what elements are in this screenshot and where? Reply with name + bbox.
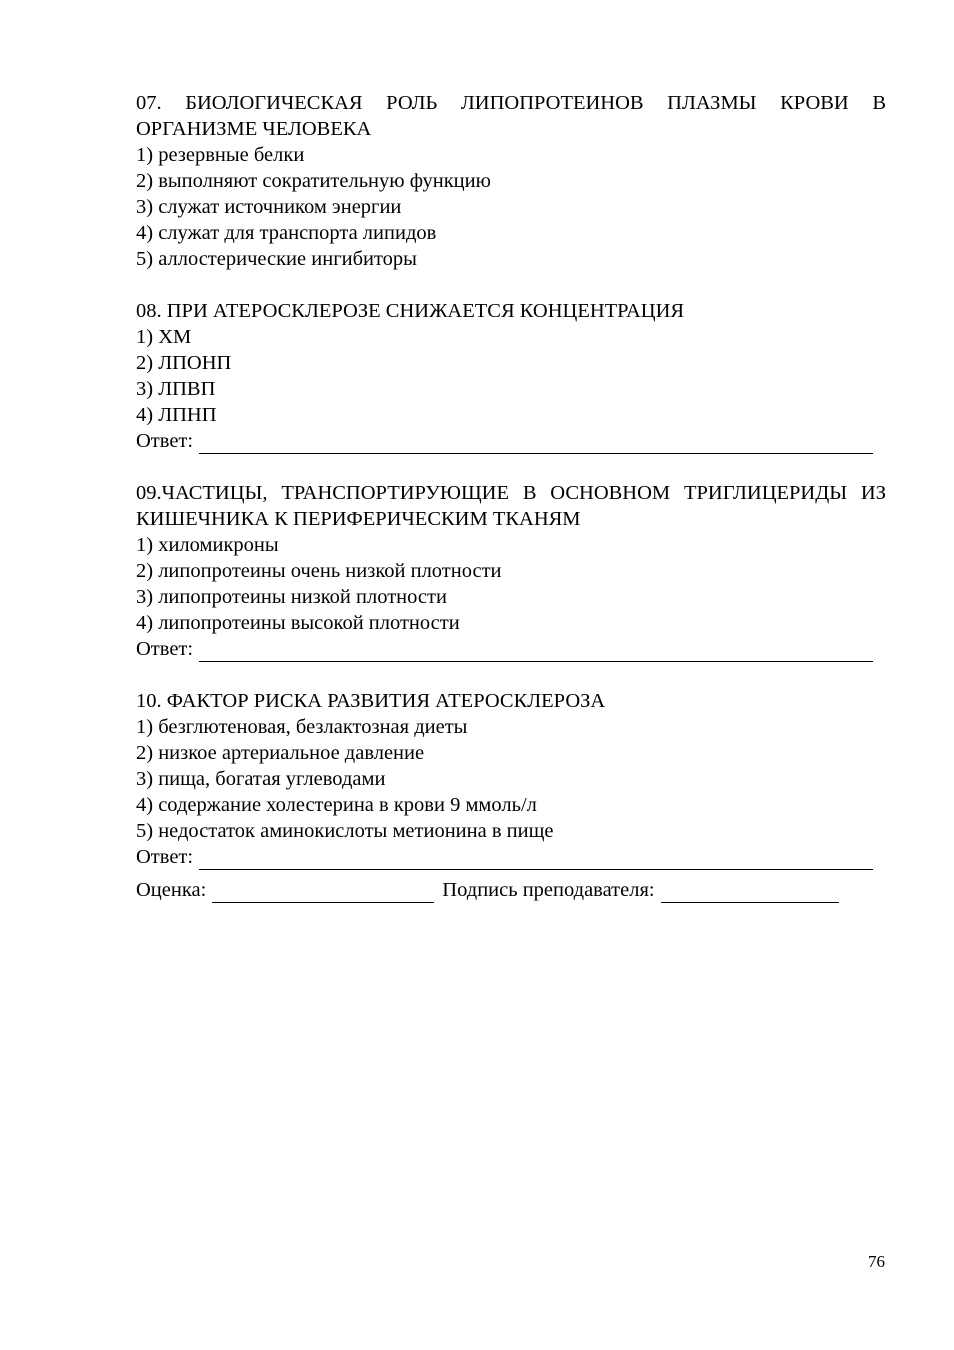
- question-title: 10. ФАКТОР РИСКА РАЗВИТИЯ АТЕРОСКЛЕРОЗА: [136, 690, 606, 712]
- question-10: [136, 688, 886, 870]
- question-08: [136, 298, 886, 454]
- teacher-signature-label: Подпись преподавателя:: [442, 879, 655, 901]
- answer-row: [136, 428, 886, 454]
- answer-option: 2) ЛПОНП: [136, 352, 232, 374]
- answer-option: 4) ЛПНП: [136, 404, 217, 426]
- answer-option: 2) липопротеины очень низкой плотности: [136, 560, 502, 582]
- answer-row: [136, 636, 886, 662]
- answer-option: 2) выполняют сократительную функцию: [136, 170, 491, 192]
- answer-option: 3) липопротеины низкой плотности: [136, 586, 447, 608]
- answer-blank-line[interactable]: [199, 641, 873, 662]
- question-title: 08. ПРИ АТЕРОСКЛЕРОЗЕ СНИЖАЕТСЯ КОНЦЕНТРАЦИЯ: [136, 300, 685, 322]
- answer-option: 4) служат для транспорта липидов: [136, 222, 437, 244]
- answer-option: 4) содержание холестерина в крови 9 ммоль/л: [136, 794, 537, 816]
- question-title: 09.ЧАСТИЦЫ, ТРАНСПОРТИРУЮЩИЕ В ОСНОВНОМ ТРИГЛИЦЕРИДЫ ИЗ КИШЕЧНИКА К ПЕРИФЕРИЧЕСКИМ ТКАНЯМ: [136, 482, 886, 530]
- answer-blank-line[interactable]: [199, 433, 873, 454]
- grade-label: Оценка:: [136, 879, 207, 901]
- answer-option: 2) низкое артериальное давление: [136, 742, 425, 764]
- grade-blank-line[interactable]: [212, 882, 434, 903]
- answer-option: 3) служат источником энергии: [136, 196, 402, 218]
- answer-option: 1) безглютеновая, безлактозная диеты: [136, 716, 468, 738]
- answer-row: [136, 844, 886, 870]
- answer-option: 5) недостаток аминокислоты метионина в пище: [136, 820, 554, 842]
- answer-blank-line[interactable]: [199, 849, 873, 870]
- answer-option: 3) пища, богатая углеводами: [136, 768, 386, 790]
- answer-option: 4) липопротеины высокой плотности: [136, 612, 460, 634]
- answer-option: 3) ЛПВП: [136, 378, 216, 400]
- signature-blank-line[interactable]: [661, 882, 839, 903]
- answer-option: 1) ХМ: [136, 326, 192, 348]
- answer-label: Ответ:: [136, 638, 194, 660]
- answer-option: 1) хиломикроны: [136, 534, 279, 556]
- spacer: [136, 272, 886, 298]
- answer-label: Ответ:: [136, 846, 194, 868]
- spacer: [136, 662, 886, 688]
- answer-option: 5) аллостерические ингибиторы: [136, 248, 417, 270]
- question-09: [136, 480, 886, 662]
- answer-option: 1) резервные белки: [136, 144, 305, 166]
- document-body: [136, 90, 886, 903]
- question-title: 07. БИОЛОГИЧЕСКАЯ РОЛЬ ЛИПОПРОТЕИНОВ ПЛАЗМЫ КРОВИ В ОРГАНИЗМЕ ЧЕЛОВЕКА: [136, 92, 886, 140]
- spacer: [136, 454, 886, 480]
- answer-label: Ответ:: [136, 430, 194, 452]
- question-07: [136, 90, 886, 272]
- page-number: 76: [868, 1252, 885, 1271]
- grade-signature-row: [136, 877, 886, 903]
